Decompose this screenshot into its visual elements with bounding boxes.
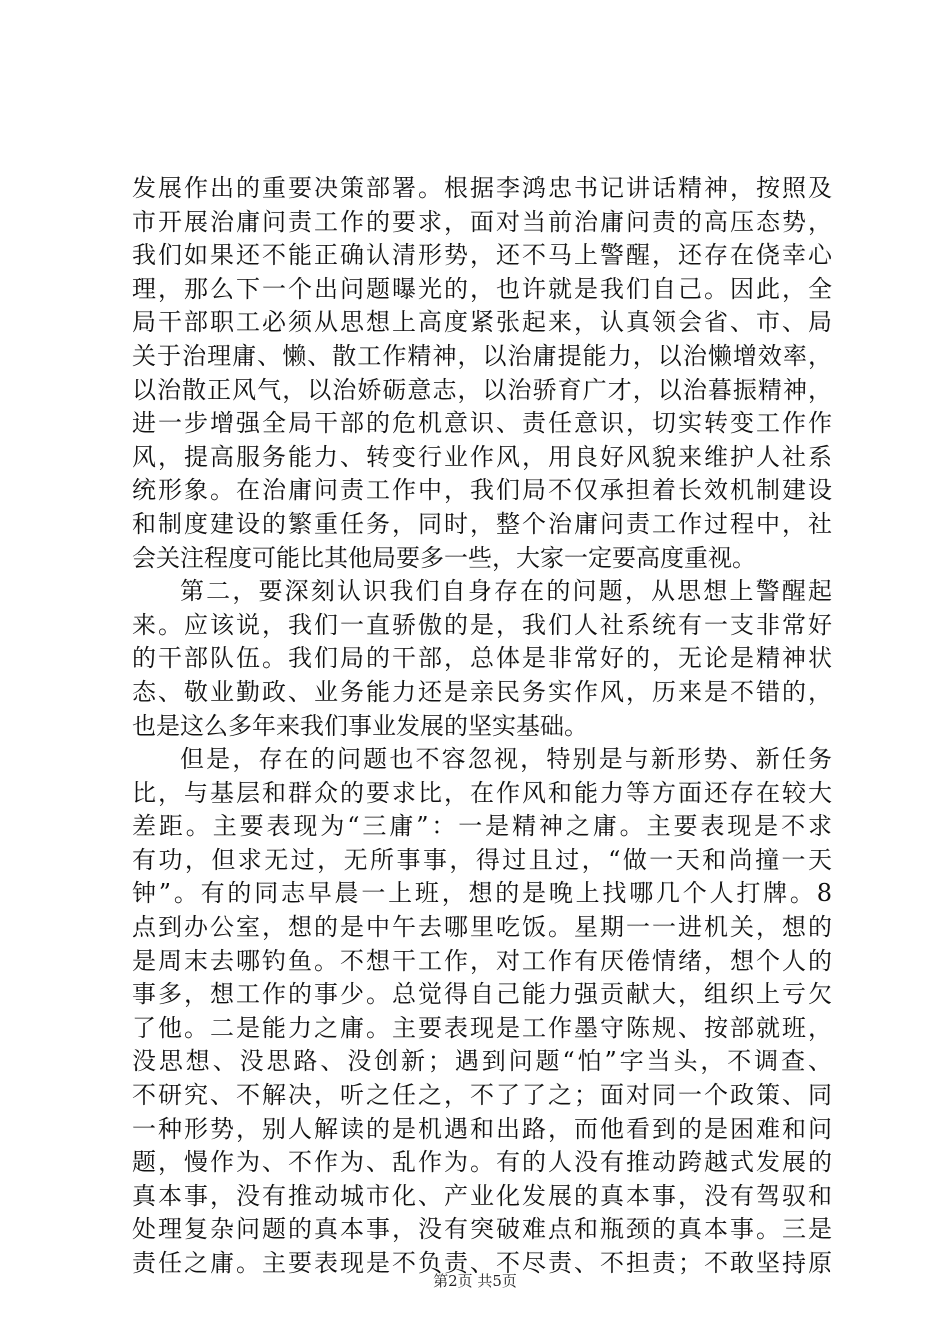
text-line: 发展作出的重要决策部署。根据李鸿忠书记讲话精神，按照及 <box>132 174 832 202</box>
document-body <box>132 172 832 1281</box>
text-line: 的干部队伍。我们局的干部，总体是非常好的，无论是精神状 <box>132 644 832 673</box>
text-line: 事多，想工作的事少。总觉得自己能力强贡献大，组织上亏欠 <box>132 980 832 1009</box>
text-line: 有功，但求无过，无所事事，得过且过，“做一天和尚撞一天 <box>132 845 832 874</box>
text-line: 关于治理庸、懒、散工作精神，以治庸提能力，以治懒增效率， <box>132 341 832 370</box>
text-line: 不研究、不解决，听之任之，不了了之；面对同一个政策、同 <box>132 1081 832 1110</box>
text-line: 理，那么下一个出问题曝光的，也许就是我们自己。因此，全 <box>132 274 832 303</box>
text-line: 题，慢作为、不作为、乱作为。有的人没有推动跨越式发展的 <box>132 1148 832 1177</box>
text-line: 以治散正风气，以治娇砺意志，以治骄育广才，以治暮振精神， <box>132 375 832 404</box>
text-line: 点到办公室，想的是中午去哪里吃饭。星期一一进机关，想的 <box>132 913 832 942</box>
paragraph <box>132 172 832 575</box>
text-line: 处理复杂问题的真本事，没有突破难点和瓶颈的真本事。三是 <box>132 1215 832 1244</box>
text-line: 局干部职工必须从思想上高度紧张起来，认真领会省、市、局 <box>132 308 832 337</box>
page-footer: 第2页 共5页 <box>433 1272 517 1290</box>
paragraph <box>132 575 832 743</box>
text-line: 比，与基层和群众的要求比，在作风和能力等方面还存在较大 <box>132 778 832 807</box>
text-line: 差距。主要表现为“三庸”：一是精神之庸。主要表现是不求 <box>132 812 832 841</box>
text-line: 风，提高服务能力、转变行业作风，用良好风貌来维护人社系 <box>132 442 832 471</box>
text-line: 没思想、没思路、没创新；遇到问题“怕”字当头，不调查、 <box>132 1047 832 1076</box>
text-line: 和制度建设的繁重任务，同时，整个治庸问责工作过程中，社 <box>132 509 832 538</box>
text-line: 来。应该说，我们一直骄傲的是，我们人社系统有一支非常好 <box>132 610 832 639</box>
text-line: 也是这么多年来我们事业发展的坚实基础。 <box>132 711 588 740</box>
text-line: 统形象。在治庸问责工作中，我们局不仅承担着长效机制建设 <box>132 476 832 505</box>
text-line: 真本事，没有推动城市化、产业化发展的真本事，没有驾驭和 <box>132 1181 832 1210</box>
text-line: 但是，存在的问题也不容忽视，特别是与新形势、新任务 <box>180 745 832 774</box>
text-line: 一种形势，别人解读的是机遇和出路，而他看到的是困难和问 <box>132 1114 832 1143</box>
text-line: 了他。二是能力之庸。主要表现是工作墨守陈规、按部就班， <box>132 1013 832 1042</box>
text-line: 我们如果还不能正确认清形势，还不马上警醒，还存在侥幸心 <box>132 241 832 270</box>
paragraph <box>132 743 832 1281</box>
text-line: 进一步增强全局干部的危机意识、责任意识，切实转变工作作 <box>132 409 832 438</box>
text-line: 是周末去哪钓鱼。不想干工作，对工作有厌倦情绪，想个人的 <box>132 946 832 975</box>
text-line: 态、敬业勤政、业务能力还是亲民务实作风，历来是不错的， <box>132 677 832 706</box>
text-line: 钟”。有的同志早晨一上班，想的是晚上找哪几个人打牌。8 <box>132 879 832 908</box>
text-line: 第二，要深刻认识我们自身存在的问题，从思想上警醒起 <box>180 577 832 606</box>
text-line: 责任之庸。主要表现是不负责、不尽责、不担责；不敢坚持原 <box>132 1249 832 1277</box>
text-line: 会关注程度可能比其他局要多一些，大家一定要高度重视。 <box>132 543 756 572</box>
text-line: 市开展治庸问责工作的要求，面对当前治庸问责的高压态势， <box>132 207 832 236</box>
